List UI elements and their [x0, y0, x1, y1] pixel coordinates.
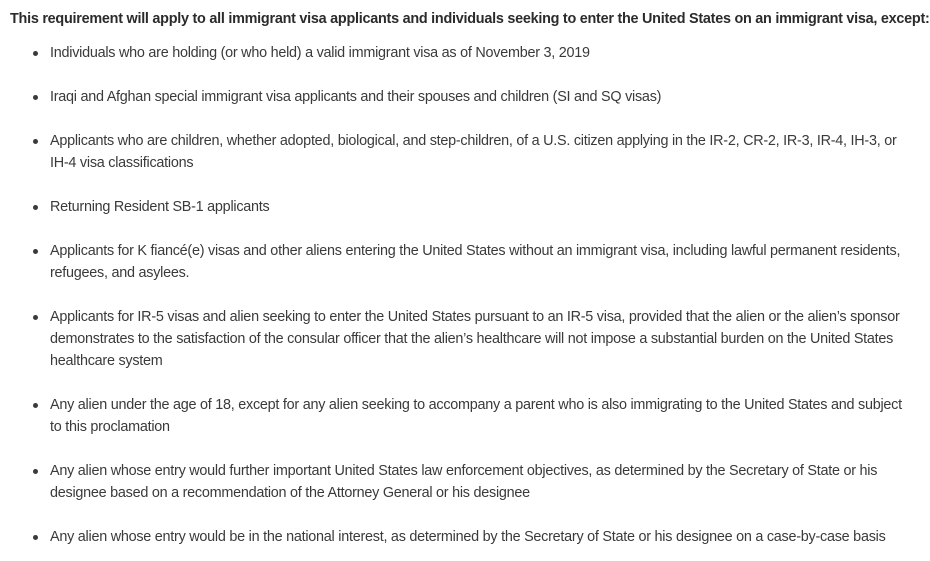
list-item	[50, 460, 920, 504]
list-item	[50, 240, 920, 284]
intro-paragraph: This requirement will apply to all immigrant visa applicants and individuals seeking to enter the United States on an immigrant visa, except:	[10, 11, 930, 27]
bullet-icon	[33, 95, 38, 100]
list-item-text: Returning Resident SB-1 applicants	[50, 199, 270, 215]
list-item-text: Iraqi and Afghan special immigrant visa applicants and their spouses and children (SI and SQ visas)	[50, 89, 662, 105]
bullet-icon	[33, 205, 38, 210]
list-item	[50, 130, 920, 174]
bullet-icon	[33, 139, 38, 144]
list-item-text: Any alien whose entry would be in the national interest, as determined by the Secretary of State or his designee on a case-by-case basis	[50, 529, 886, 545]
list-item	[50, 196, 920, 218]
list-item	[50, 86, 920, 108]
bullet-icon	[33, 315, 38, 320]
list-item-text: Applicants who are children, whether adopted, biological, and step-children, of a U.S. citizen applying in the IR-2, CR-2, IR-3, IR-4, IH-3, or IH-4 visa classifications	[50, 133, 897, 171]
exceptions-list	[10, 42, 920, 548]
bullet-icon	[33, 51, 38, 56]
list-item	[50, 306, 920, 372]
list-item	[50, 394, 920, 438]
bullet-icon	[33, 403, 38, 408]
list-item-text: Applicants for IR-5 visas and alien seeking to enter the United States pursuant to an IR-5 visa, provided that the alien or the alien’s sponsor demonstrates to the satisfaction of the consular officer that the alien’s healthcare will not impose a substantial burden on the United States healthcare system	[50, 309, 900, 369]
bullet-icon	[33, 469, 38, 474]
list-item-text: Any alien under the age of 18, except for any alien seeking to accompany a parent who is also immigrating to the United States and subject to this proclamation	[50, 397, 902, 435]
list-item-text: Applicants for K fiancé(e) visas and other aliens entering the United States without an immigrant visa, including lawful permanent residents, refugees, and asylees.	[50, 243, 901, 281]
list-item	[50, 42, 920, 64]
list-item-text: Any alien whose entry would further important United States law enforcement objectives, as determined by the Secretary of State or his designee based on a recommendation of the Attorney General or his designee	[50, 463, 878, 501]
bullet-icon	[33, 535, 38, 540]
list-item-text: Individuals who are holding (or who held) a valid immigrant visa as of November 3, 2019	[50, 45, 590, 61]
list-item	[50, 526, 920, 548]
bullet-icon	[33, 249, 38, 254]
